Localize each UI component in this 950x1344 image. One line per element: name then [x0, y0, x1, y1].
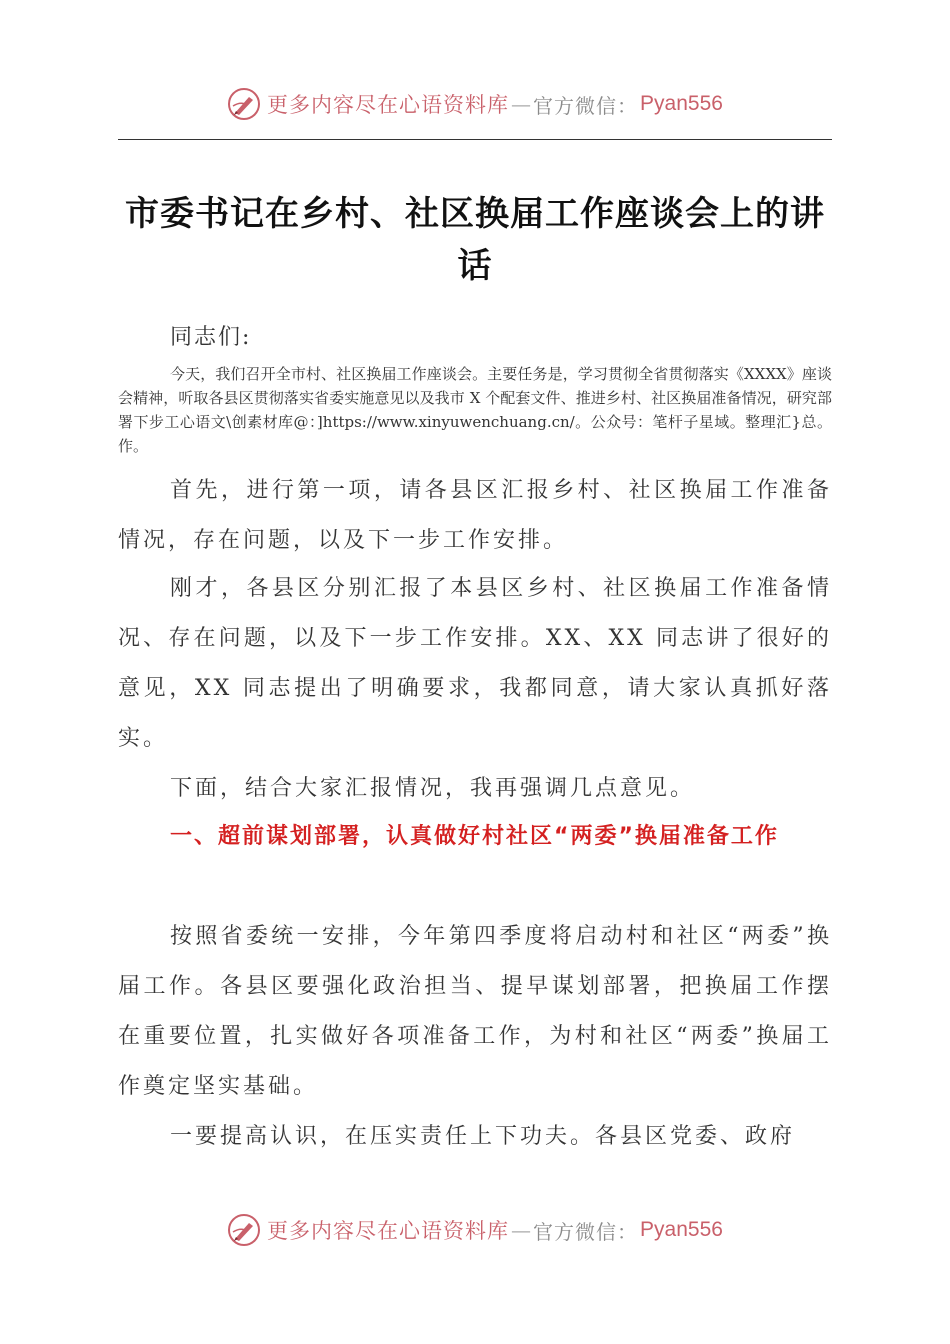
banner-separator: — [511, 92, 532, 116]
greeting: 同志们: [170, 325, 252, 350]
paragraph-1: 首先，进行第一项，请各县区汇报乡村、社区换届工作准备情况，存在问题，以及下一步工作安排。 [118, 478, 832, 553]
paragraph-5: 一要提高认识，在压实责任上下功夫。各县区党委、政府 [170, 1124, 796, 1149]
banner-official-label: 官方微信： [533, 1219, 639, 1244]
pen-logo-icon [227, 1213, 261, 1247]
paragraph-2: 刚才，各县区分别汇报了本县区乡村、社区换届工作准备情况、存在问题，以及下一步工作安排。XX、XX 同志讲了很好的意见，XX 同志提出了明确要求，我都同意，请大家认真抓好落实。 [118, 576, 832, 751]
banner-wechat-id: Pyan556 [640, 1218, 723, 1241]
header-banner [0, 86, 950, 122]
header-divider [118, 139, 832, 140]
intro-paragraph: 今天，我们召开全市村、社区换届工作座谈会。主要任务是，学习贯彻全省贯彻落实《XXXX》座谈会精神，听取各县区贯彻落实省委实施意见以及我市 X 个配套文件、推进乡村、社区换届准备情况，研究部署下步工心语文\创素材库@：]https://www.xinyuwenchuang.cn/。公众号：笔杆子星域。整理汇}总。作。 [118, 365, 832, 455]
banner-wechat-id: Pyan556 [640, 92, 723, 115]
document-title: 市委书记在乡村、社区换届工作座谈会上的讲话 [125, 194, 825, 286]
footer-banner [0, 1212, 950, 1248]
banner-brand-text: 更多内容尽在心语资料库 [267, 93, 510, 117]
banner-official-label: 官方微信： [533, 93, 639, 118]
banner-separator: — [511, 1218, 532, 1242]
section-heading-1: 一、超前谋划部署，认真做好村社区“两委”换届准备工作 [170, 824, 779, 849]
paragraph-4: 按照省委统一安排，今年第四季度将启动村和社区“两委”换届工作。各县区要强化政治担当、提早谋划部署，把换届工作摆在重要位置，扎实做好各项准备工作，为村和社区“两委”换届工作奠定坚实基础。 [118, 924, 832, 1099]
paragraph-3: 下面，结合大家汇报情况，我再强调几点意见。 [170, 776, 696, 801]
pen-logo-icon [227, 87, 261, 121]
banner-brand-text: 更多内容尽在心语资料库 [267, 1219, 510, 1243]
